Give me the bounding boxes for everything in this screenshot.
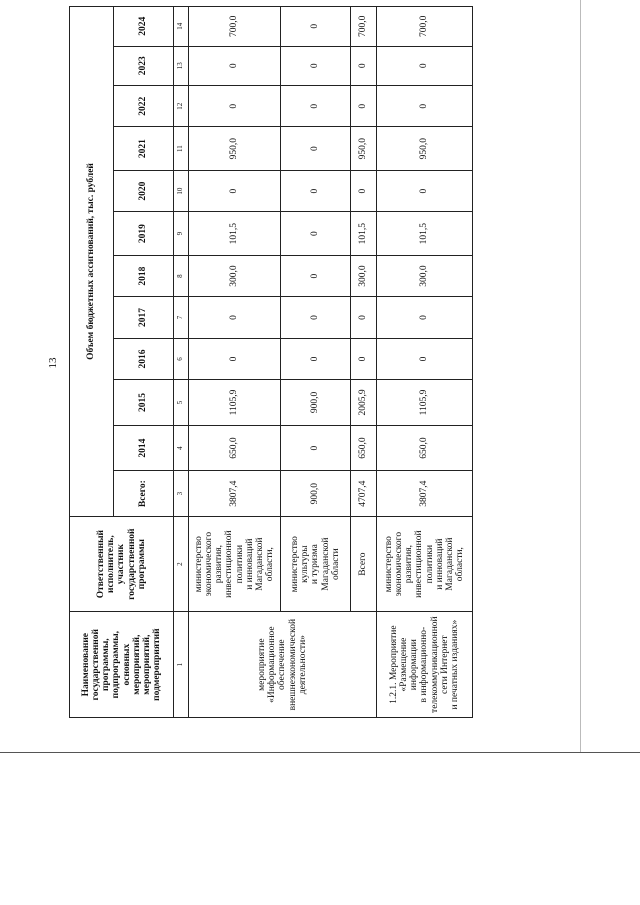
row-value: 0 <box>281 212 351 256</box>
row-value: 0 <box>351 46 377 85</box>
row-value: 950,0 <box>377 127 473 171</box>
header-year: 2014 <box>114 425 174 471</box>
row-value: 101,5 <box>377 212 473 256</box>
row-value: 101,5 <box>189 212 281 256</box>
row-value: 0 <box>281 7 351 47</box>
column-number: 5 <box>174 380 189 426</box>
row-value: 0 <box>189 338 281 379</box>
page-footer-line <box>0 752 640 753</box>
header-year: 2023 <box>114 46 174 85</box>
column-number: 13 <box>174 46 189 85</box>
row-value: 950,0 <box>351 127 377 171</box>
row-value: 0 <box>281 425 351 471</box>
header-year: 2018 <box>114 255 174 296</box>
column-number: 6 <box>174 338 189 379</box>
row-value: 300,0 <box>351 255 377 296</box>
column-number: 9 <box>174 212 189 256</box>
row-value: 300,0 <box>377 255 473 296</box>
header-year: 2022 <box>114 85 174 126</box>
column-number-row <box>174 7 189 718</box>
row-value: 0 <box>281 297 351 338</box>
row-value: 0 <box>189 46 281 85</box>
row-value: 0 <box>377 85 473 126</box>
row-value: 0 <box>189 297 281 338</box>
row-value: 0 <box>281 255 351 296</box>
column-number: 10 <box>174 170 189 211</box>
header-year: 2017 <box>114 297 174 338</box>
column-number: 3 <box>174 471 189 517</box>
column-number: 12 <box>174 85 189 126</box>
row-value: 2005,9 <box>351 380 377 426</box>
row-value: 1105,9 <box>377 380 473 426</box>
row-value: 3807,4 <box>189 471 281 517</box>
row-name: мероприятие «Информационное обеспечение внешнеэкономической деятельности» <box>189 612 377 718</box>
row-executor: Всего <box>351 516 377 611</box>
header-budget-group: Объем бюджетных ассигнований, тыс. рублей <box>70 7 114 517</box>
header-name: Наименование государственной программы, подпрограммы, основных мероприятий, мероприятий, подмероприятий <box>70 612 174 718</box>
row-value: 0 <box>189 85 281 126</box>
row-value: 900,0 <box>281 380 351 426</box>
row-value: 650,0 <box>377 425 473 471</box>
row-value: 0 <box>351 297 377 338</box>
row-value: 0 <box>351 85 377 126</box>
rotated-table-wrapper <box>69 6 466 718</box>
table-row <box>189 7 281 718</box>
header-executor: Ответственный исполнитель, участник государственной программы <box>70 516 174 611</box>
budget-table <box>69 6 473 718</box>
row-value: 0 <box>377 338 473 379</box>
row-value: 700,0 <box>351 7 377 47</box>
table-row <box>281 7 351 718</box>
row-value: 3807,4 <box>377 471 473 517</box>
row-value: 0 <box>281 170 351 211</box>
row-value: 650,0 <box>189 425 281 471</box>
row-value: 0 <box>189 170 281 211</box>
column-number: 8 <box>174 255 189 296</box>
row-executor: министерство культуры и туризма Магаданской области <box>281 516 351 611</box>
row-value: 300,0 <box>189 255 281 296</box>
row-value: 650,0 <box>351 425 377 471</box>
row-value: 101,5 <box>351 212 377 256</box>
column-number: 7 <box>174 297 189 338</box>
row-executor: министерство экономического развития, инвестиционной политики и инноваций Магаданской области, <box>377 516 473 611</box>
header-year: 2021 <box>114 127 174 171</box>
row-value: 0 <box>351 338 377 379</box>
row-value: 950,0 <box>189 127 281 171</box>
row-value: 0 <box>377 170 473 211</box>
column-number: 2 <box>174 516 189 611</box>
row-value: 700,0 <box>189 7 281 47</box>
row-value: 0 <box>377 46 473 85</box>
row-value: 0 <box>377 297 473 338</box>
row-value: 1105,9 <box>189 380 281 426</box>
row-value: 0 <box>281 127 351 171</box>
row-value: 0 <box>351 170 377 211</box>
row-value: 700,0 <box>377 7 473 47</box>
column-number: 1 <box>174 612 189 718</box>
column-number: 14 <box>174 7 189 47</box>
row-value: 4707,4 <box>351 471 377 517</box>
table-row <box>377 7 473 718</box>
row-value: 0 <box>281 46 351 85</box>
table-row-total <box>351 7 377 718</box>
header-year: 2019 <box>114 212 174 256</box>
column-number: 4 <box>174 425 189 471</box>
header-row-1 <box>70 7 114 718</box>
header-year: 2016 <box>114 338 174 379</box>
row-executor: министерство экономического развития, инвестиционной политики и инноваций Магаданской области, <box>189 516 281 611</box>
row-name: 1.2.1. Мероприятие «Размещение информации в информационно- телекоммуникационной сети Интернет и печатных изданиях» <box>377 612 473 718</box>
header-total: Всего: <box>114 471 174 517</box>
header-year: 2015 <box>114 380 174 426</box>
page-edge-line <box>580 0 581 752</box>
row-value: 900,0 <box>281 471 351 517</box>
column-number: 11 <box>174 127 189 171</box>
header-year: 2020 <box>114 170 174 211</box>
header-year: 2024 <box>114 7 174 47</box>
row-value: 0 <box>281 338 351 379</box>
row-value: 0 <box>281 85 351 126</box>
page-number: 13 <box>47 357 59 369</box>
